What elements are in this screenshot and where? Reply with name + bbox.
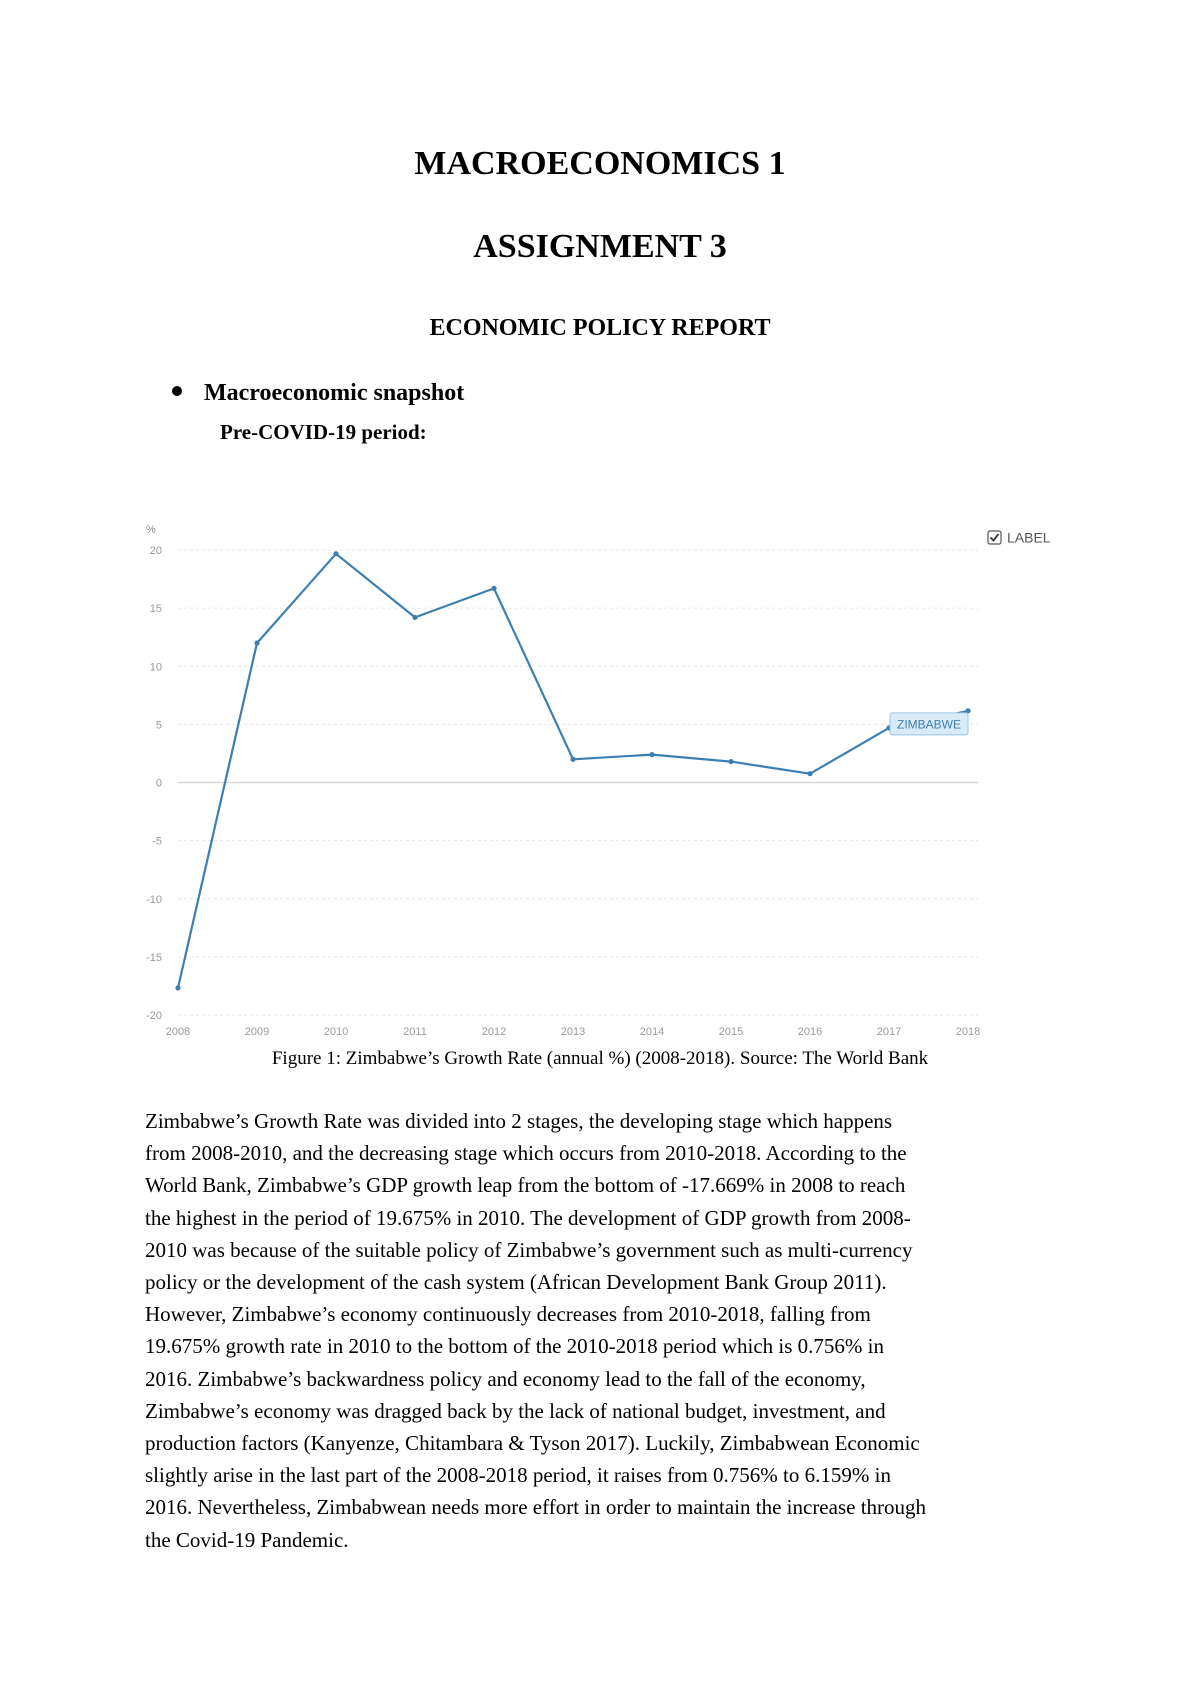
x-tick-label: 2010 [323,1026,349,1038]
paragraph-line: from 2008-2010, and the decreasing stage which occurs from 2010-2018. According to the [145,1141,907,1166]
document-title: MACROECONOMICS 1 [414,145,786,182]
paragraph-line: production factors (Kanyenze, Chitambara & Tyson 2017). Luckily, Zimbabwean Economic [145,1431,920,1456]
legend-label: LABEL [1007,529,1051,546]
assignment-title: ASSIGNMENT 3 [473,228,727,265]
paragraph-line: 2010 was because of the suitable policy of Zimbabwe’s government such as multi-currency [145,1237,913,1262]
x-tick-label: 2011 [403,1026,427,1038]
analysis-paragraph [145,1105,1065,1556]
growth-rate-chart [140,515,1060,1045]
paragraph-line: policy or the development of the cash system (African Development Bank Group 2011). [145,1270,887,1295]
chart-grid [178,550,978,1015]
paragraph-line: Zimbabwe’s economy was dragged back by the lack of national budget, investment, and [145,1398,886,1423]
data-point [175,985,180,990]
paragraph-line: Zimbabwe’s Growth Rate was divided into 2 stages, the developing stage which happens [145,1109,893,1133]
paragraph-line: 2016. Nevertheless, Zimbabwean needs more effort in order to maintain the increase through [145,1495,927,1520]
period-heading: Pre-COVID-19 period: [220,420,427,444]
y-tick-label: 20 [149,545,162,557]
legend[interactable] [988,530,1051,546]
paragraph-line: 2016. Zimbabwe’s backwardness policy and economy lead to the fall of the economy, [145,1366,866,1391]
y-tick-label: 0 [155,777,162,790]
x-tick-label: 2013 [560,1026,586,1038]
chart-series [175,551,970,990]
y-tick-label: -20 [146,1010,162,1022]
x-tick-label: 2014 [639,1026,665,1038]
paragraph-line: slightly arise in the last part of the 2008-2018 period, it raises from 0.756% to 6.159% in [145,1463,891,1488]
x-tick-label: 2015 [718,1026,744,1038]
series-line [178,554,968,988]
report-subtitle: ECONOMIC POLICY REPORT [429,315,771,341]
figure-caption: Figure 1: Zimbabwe’s Growth Rate (annual %) (2008-2018). Source: The World Bank [271,1048,929,1069]
data-point [728,759,733,764]
y-tick-label: -5 [152,835,162,848]
paragraph-line: However, Zimbabwe’s economy continuously decreases from 2010-2018, falling from [145,1302,871,1327]
y-axis-ticks [146,545,162,1022]
data-point [412,615,417,620]
data-point [807,771,812,776]
paragraph-line: World Bank, Zimbabwe’s GDP growth leap from the bottom of -17.669% in 2008 to reach [145,1173,906,1198]
bullet-heading-text: Macroeconomic snapshot [204,380,465,406]
legend-checkbox-icon[interactable] [988,531,1001,544]
x-axis-ticks [166,1026,980,1038]
paragraph-line: 19.675% growth rate in 2010 to the bottom of the 2010-2018 period which is 0.756% in [145,1334,884,1359]
y-tick-label: -10 [146,893,162,906]
x-tick-label: 2016 [797,1026,823,1038]
x-tick-label: 2009 [244,1026,270,1038]
data-point [254,640,259,645]
x-tick-label: 2017 [876,1026,902,1038]
series-tag [890,713,968,735]
bullet-icon [172,386,182,396]
y-axis-label: % [146,524,156,536]
y-tick-label: -15 [146,951,162,964]
data-point [491,586,496,591]
data-point [649,752,654,757]
paragraph-line: the highest in the period of 19.675% in 2010. The development of GDP growth from 2008- [145,1205,911,1230]
y-tick-label: 15 [149,603,162,616]
data-point [570,757,575,762]
series-tag-label: ZIMBABWE [896,717,962,732]
paragraph-line: the Covid-19 Pandemic. [145,1527,349,1552]
x-tick-label: 2012 [481,1026,507,1038]
y-tick-label: 5 [155,719,162,732]
data-point [333,551,338,556]
x-tick-label: 2018 [955,1026,981,1038]
y-tick-label: 10 [149,661,162,674]
x-tick-label: 2008 [165,1026,191,1038]
bullet-heading [172,380,464,407]
